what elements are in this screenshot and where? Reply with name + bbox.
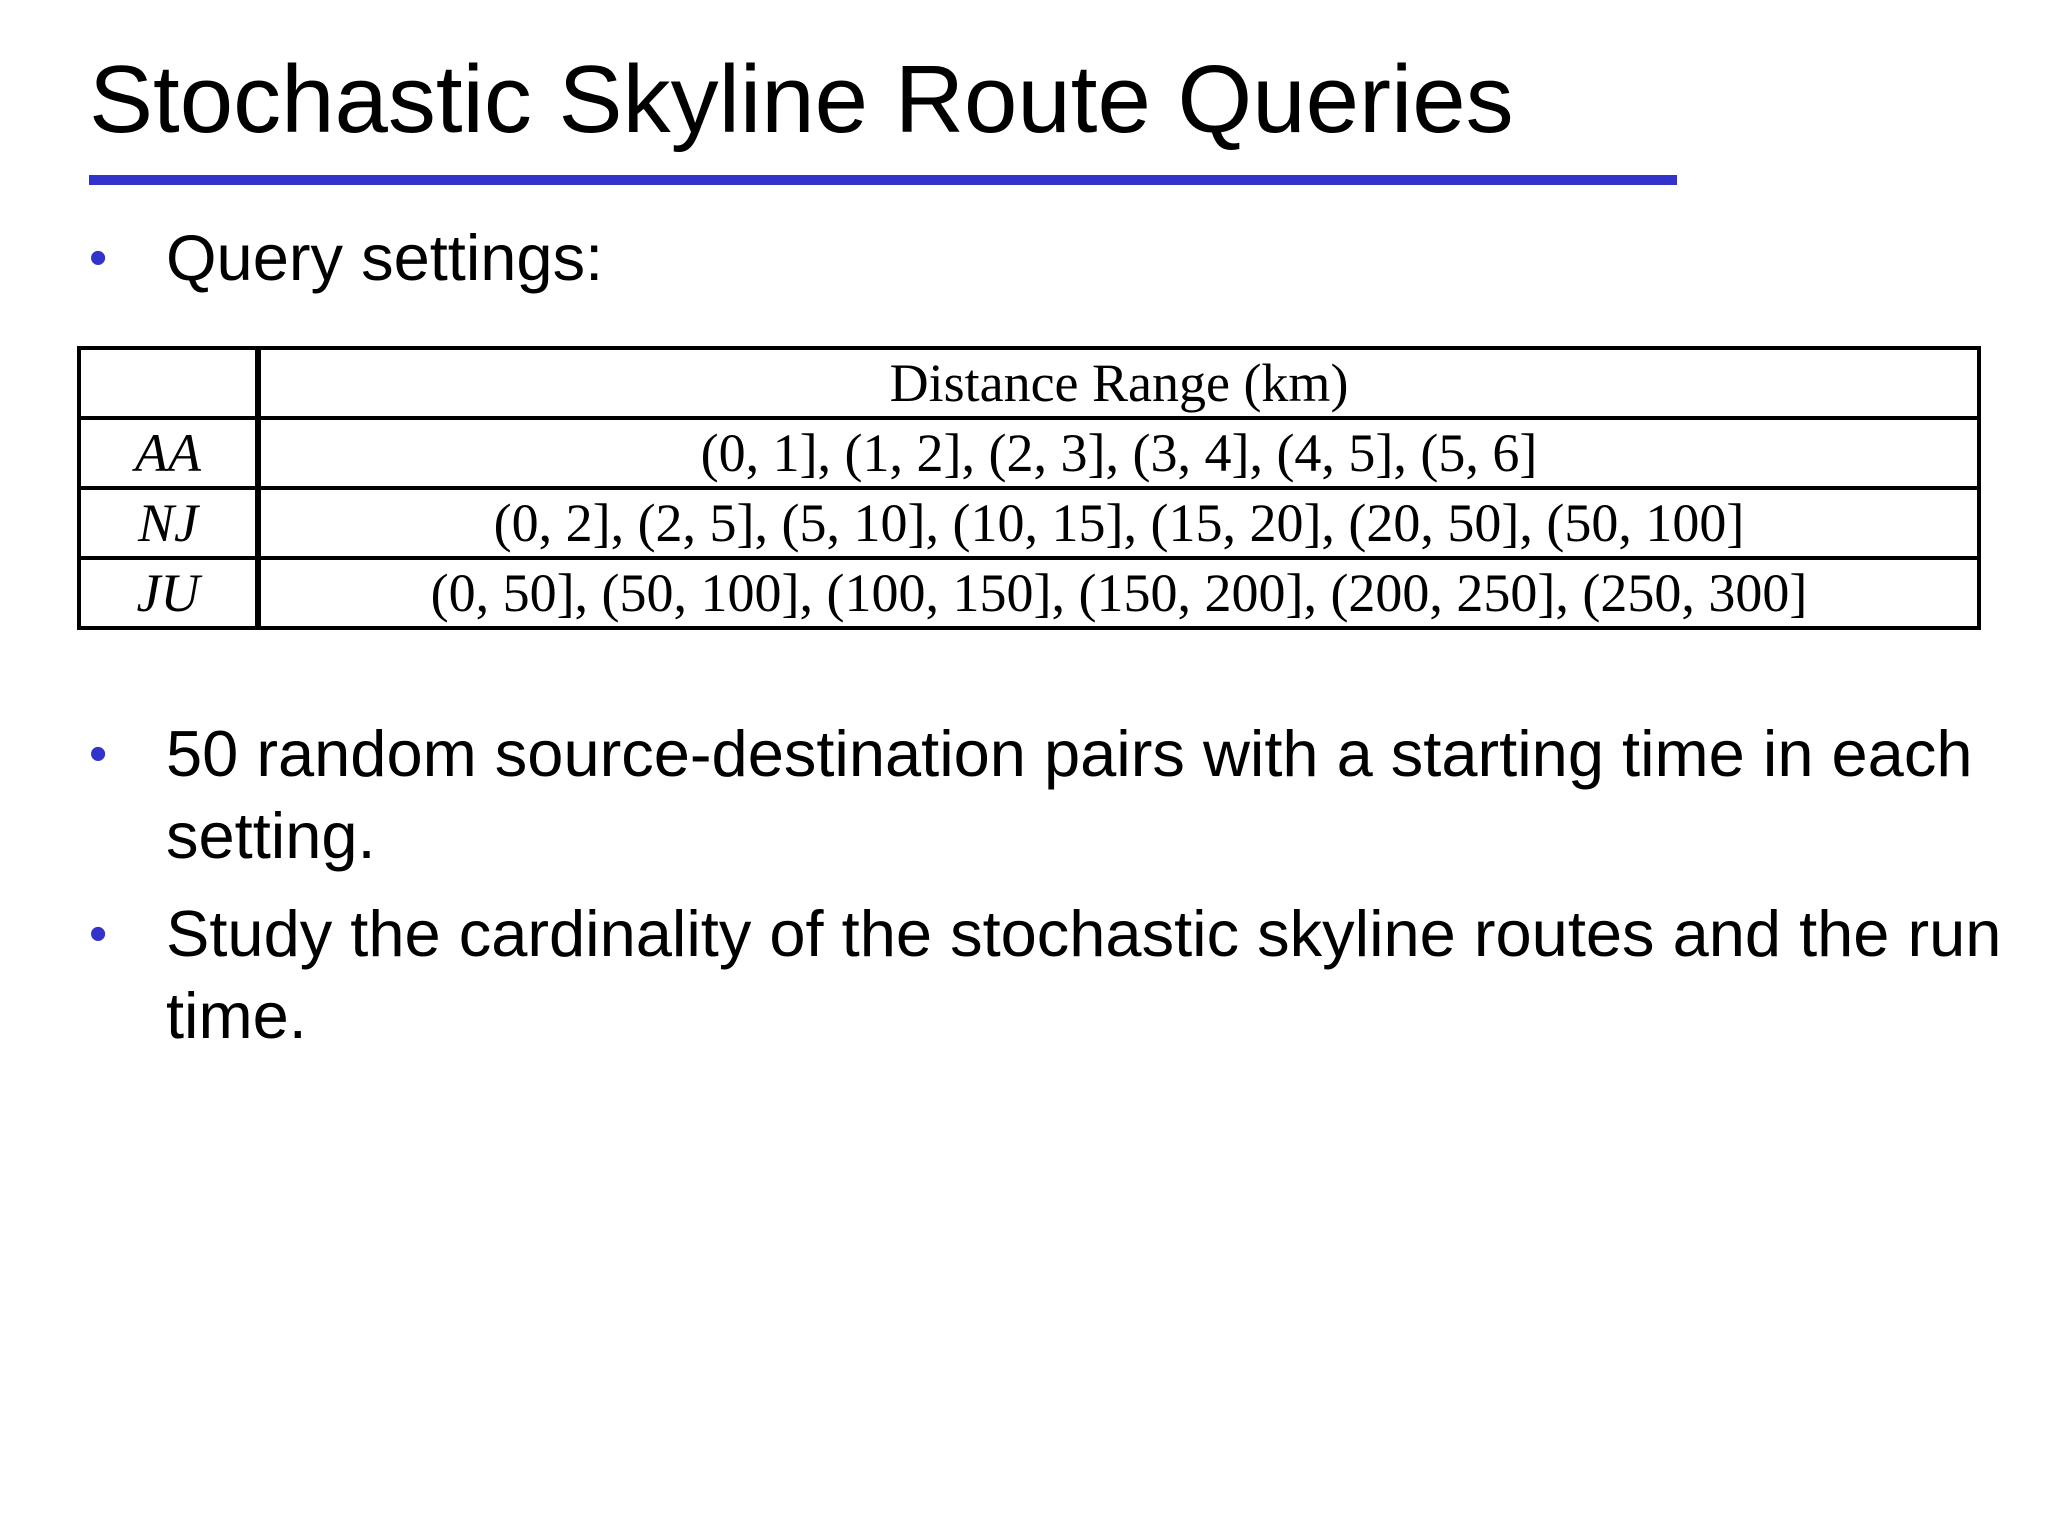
bullet-text: Query settings:	[166, 221, 604, 294]
table-row	[79, 558, 1979, 628]
bullet-random-pairs	[89, 713, 2006, 877]
table-header-row	[79, 348, 1979, 418]
bullet-icon: •	[89, 905, 108, 963]
dataset-label: AA	[79, 418, 258, 488]
query-settings-table	[77, 346, 1981, 630]
dataset-label: JU	[79, 558, 258, 628]
distance-ranges: (0, 1], (1, 2], (2, 3], (3, 4], (4, 5], (5, 6]	[258, 418, 1979, 488]
title-underline	[89, 175, 1677, 185]
distance-ranges: (0, 50], (50, 100], (100, 150], (150, 200], (200, 250], (250, 300]	[258, 558, 1979, 628]
table-corner-cell	[79, 348, 258, 418]
bullet-study-cardinality	[89, 893, 2006, 1057]
bullet-text: 50 random source-destination pairs with a starting time in each setting.	[166, 717, 1973, 872]
table-row	[79, 488, 1979, 558]
bullet-icon: •	[89, 229, 108, 287]
distance-ranges: (0, 2], (2, 5], (5, 10], (10, 15], (15, 20], (20, 50], (50, 100]	[258, 488, 1979, 558]
bullet-query-settings	[89, 217, 603, 299]
table-row	[79, 418, 1979, 488]
dataset-label: NJ	[79, 488, 258, 558]
bullet-text: Study the cardinality of the stochastic skyline routes and the run time.	[166, 897, 2002, 1052]
table-column-header: Distance Range (km)	[258, 348, 1979, 418]
slide-title: Stochastic Skyline Route Queries	[89, 46, 1514, 153]
bullet-icon: •	[89, 725, 108, 783]
